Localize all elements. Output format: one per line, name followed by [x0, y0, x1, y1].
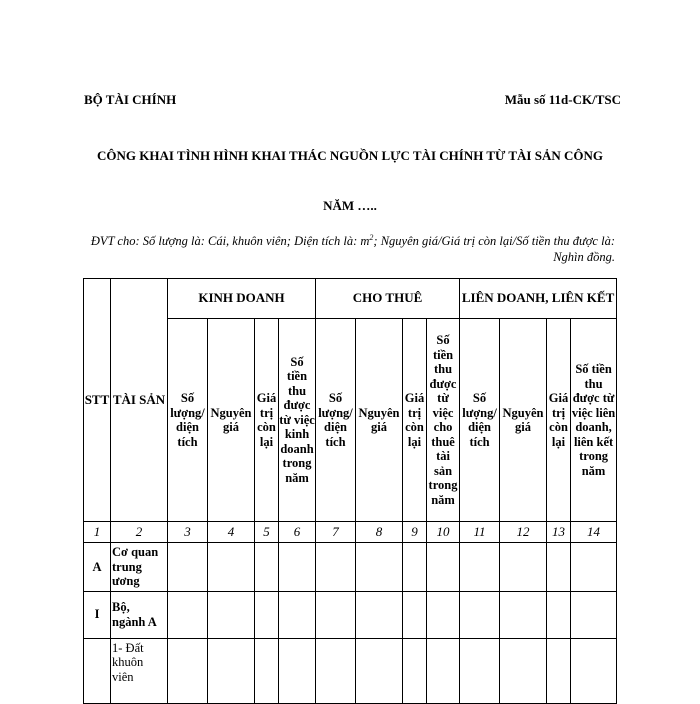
table-cell	[208, 638, 255, 703]
group-lease: CHO THUÊ	[316, 279, 460, 319]
table-cell	[547, 638, 571, 703]
table-cell	[279, 638, 316, 703]
col-number: 3	[168, 522, 208, 543]
table-cell	[500, 543, 547, 592]
header-rev-jv: Số tiền thu được từ việc liên doanh, liên kết trong năm	[571, 319, 617, 522]
row-name: 1- Đất khuôn viên	[111, 638, 168, 703]
unit-note-part2: ; Nguyên giá/Giá trị còn lại/Số tiền thu được là: Nghìn đồng.	[373, 234, 615, 265]
table-cell	[168, 638, 208, 703]
header-remain: Giá trị còn lại	[547, 319, 571, 522]
col-number: 6	[279, 522, 316, 543]
table-cell	[571, 591, 617, 638]
col-number: 10	[427, 522, 460, 543]
table-cell	[427, 638, 460, 703]
col-number: 4	[208, 522, 255, 543]
unit-note-sup: 2	[369, 233, 374, 242]
header-remain: Giá trị còn lại	[403, 319, 427, 522]
table-cell	[547, 591, 571, 638]
row-stt: A	[84, 543, 111, 592]
header-asset: TÀI SẢN	[111, 279, 168, 522]
table-cell	[571, 543, 617, 592]
table-cell	[460, 638, 500, 703]
row-stt	[84, 638, 111, 703]
header-cost: Nguyên giá	[356, 319, 403, 522]
header-cost: Nguyên giá	[500, 319, 547, 522]
unit-note	[85, 230, 615, 265]
header-qty: Số lượng/ diện tích	[460, 319, 500, 522]
col-number: 5	[255, 522, 279, 543]
table-cell	[571, 638, 617, 703]
col-number: 12	[500, 522, 547, 543]
table-cell	[500, 638, 547, 703]
form-number: Mẫu số 11d-CK/TSC	[504, 92, 621, 107]
table-cell	[460, 591, 500, 638]
table-cell	[168, 591, 208, 638]
table-cell	[279, 591, 316, 638]
table-cell	[356, 591, 403, 638]
table-cell	[500, 591, 547, 638]
table-cell	[403, 543, 427, 592]
year-label: NĂM …..	[323, 198, 377, 213]
table-row	[84, 591, 617, 638]
table-cell	[279, 543, 316, 592]
table-cell	[255, 591, 279, 638]
table-row	[84, 543, 617, 592]
row-stt: I	[84, 591, 111, 638]
table-cell	[427, 591, 460, 638]
row-name: Cơ quan trung ương	[111, 543, 168, 592]
table-cell	[460, 543, 500, 592]
table-cell	[208, 591, 255, 638]
col-number: 1	[84, 522, 111, 543]
table-cell	[547, 543, 571, 592]
unit-note-part1: ĐVT cho: Số lượng là: Cái, khuôn viên; Diện tích là: m	[90, 234, 370, 249]
group-business: KINH DOANH	[168, 279, 316, 319]
header-qty: Số lượng/ diện tích	[168, 319, 208, 522]
table-cell	[316, 543, 356, 592]
col-number: 11	[460, 522, 500, 543]
header-cost: Nguyên giá	[208, 319, 255, 522]
col-number: 13	[547, 522, 571, 543]
header-rev-lease: Số tiền thu được từ việc cho thuê tài sản trong năm	[427, 319, 460, 522]
header-remain: Giá trị còn lại	[255, 319, 279, 522]
document-title: CÔNG KHAI TÌNH HÌNH KHAI THÁC NGUỒN LỰC TÀI CHÍNH TỪ TÀI SẢN CÔNG	[97, 148, 603, 163]
table-cell	[168, 543, 208, 592]
header-qty: Số lượng/ diện tích	[316, 319, 356, 522]
table-row	[84, 638, 617, 703]
table-cell	[208, 543, 255, 592]
table-cell	[403, 591, 427, 638]
table-cell	[255, 543, 279, 592]
table-cell	[356, 638, 403, 703]
ministry-name: BỘ TÀI CHÍNH	[84, 92, 177, 107]
row-name: Bộ, ngành A	[111, 591, 168, 638]
header-stt: STT	[84, 279, 111, 522]
table-cell	[403, 638, 427, 703]
col-number: 2	[111, 522, 168, 543]
table-cell	[427, 543, 460, 592]
asset-table	[83, 278, 617, 704]
table-cell	[255, 638, 279, 703]
col-number: 14	[571, 522, 617, 543]
header-rev-business: Số tiền thu được từ việc kinh doanh trong năm	[279, 319, 316, 522]
table-cell	[316, 591, 356, 638]
col-number: 8	[356, 522, 403, 543]
col-number: 9	[403, 522, 427, 543]
table-cell	[356, 543, 403, 592]
col-number: 7	[316, 522, 356, 543]
group-joint-venture: LIÊN DOANH, LIÊN KẾT	[460, 279, 617, 319]
table-cell	[316, 638, 356, 703]
